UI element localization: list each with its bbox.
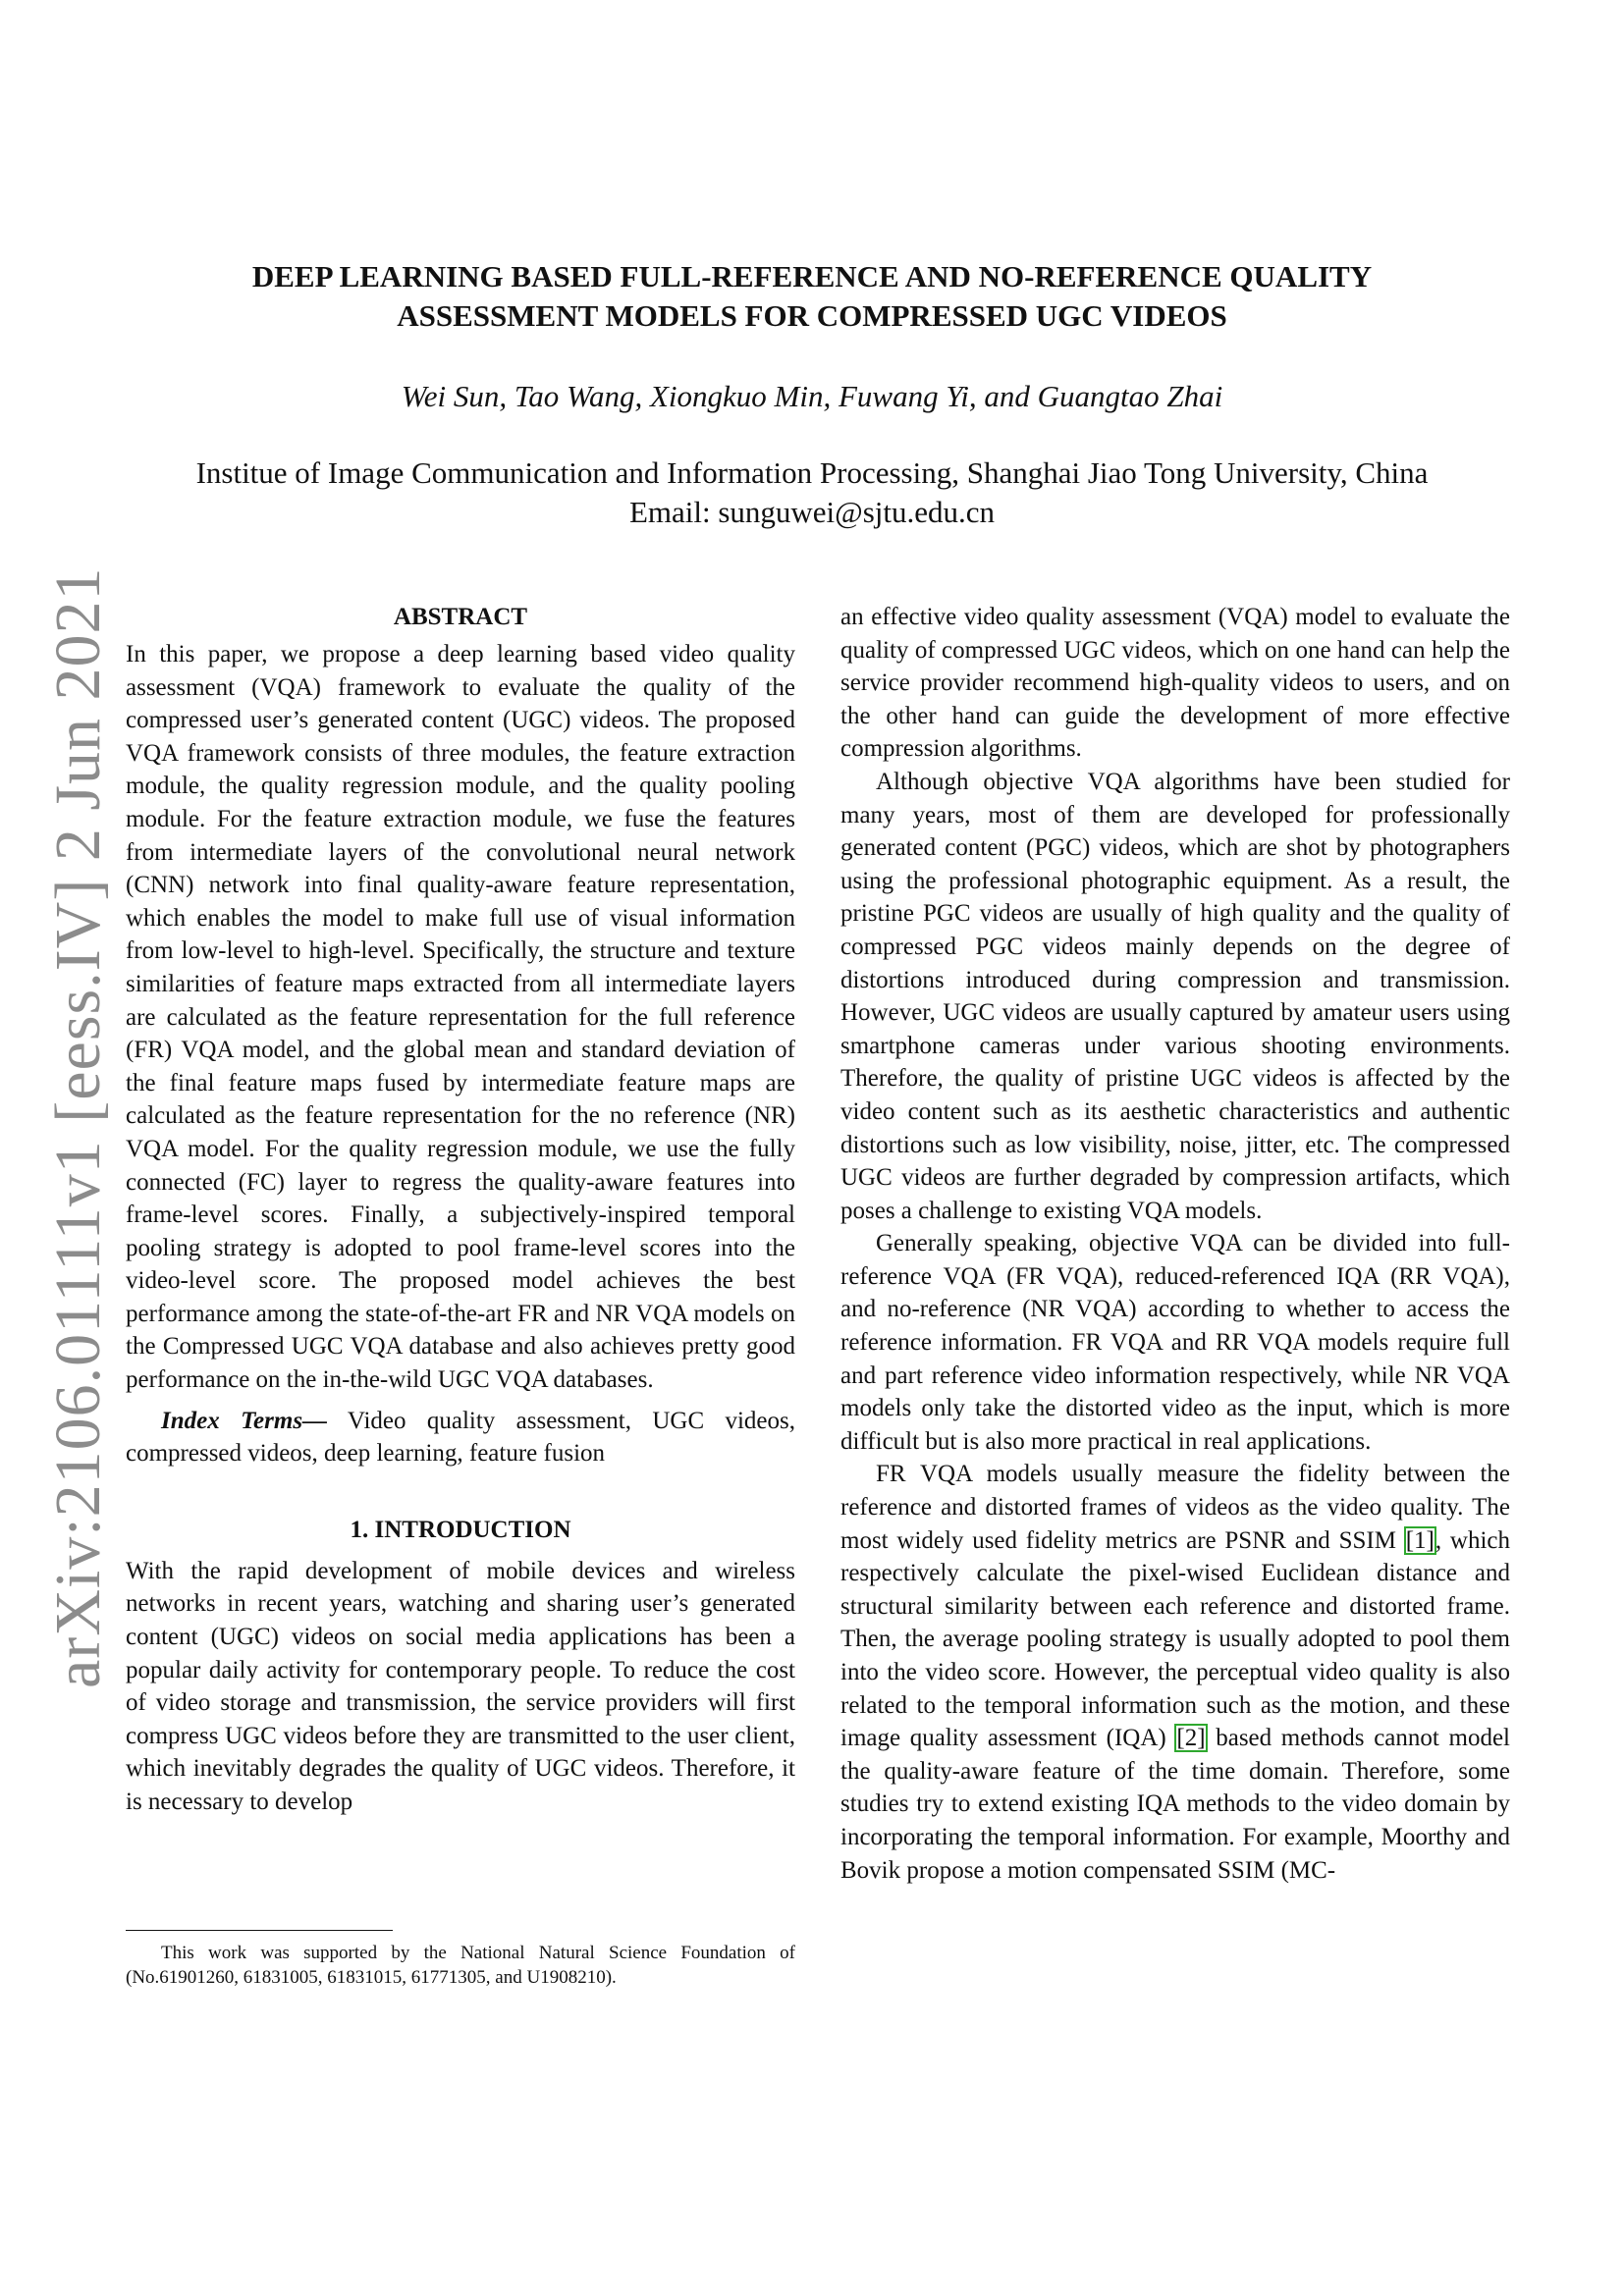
abstract-heading: ABSTRACT bbox=[393, 604, 528, 630]
paragraph-4-text-c: based methods cannot model the quality-aware feature of the time domain. Therefore, some studies try to extend existing IQA methods to the video domain by incorporating the temporal information. For example, Moorthy and Bovik propose a motion compensated SSIM (MC- bbox=[840, 1725, 1510, 1884]
paragraph-4-text-b: , which respectively calculate the pixel-wised Euclidean distance and structural similarity between each reference and distorted frame. Then, the average pooling strategy is usually adopted to pool them into the video score. However, the perceptual video quality is also related to the temporal information such as the motion, and these image quality assessment (IQA) bbox=[840, 1526, 1510, 1752]
introduction-paragraph-3: Generally speaking, objective VQA can be divided into full-reference VQA (FR VQA), reduced-referenced IQA (RR VQA), and no-reference (NR VQA) according to whether to access the reference information. FR VQA and RR VQA models require full and part reference video information respectively, while NR VQA models only take the distorted video as the input, which is more difficult but is also more practical in real applications. bbox=[840, 1230, 1510, 1455]
paper-title-line-1: DEEP LEARNING BASED FULL-REFERENCE AND NO-REFERENCE QUALITY bbox=[251, 259, 1373, 294]
affiliation-institution: Institue of Image Communication and Information Processing, Shanghai Jiao Tong University, China bbox=[195, 455, 1429, 490]
introduction-heading: 1. INTRODUCTION bbox=[350, 1516, 571, 1543]
paper-title bbox=[147, 257, 1477, 336]
footnote-rule bbox=[126, 1930, 393, 1931]
author-list: Wei Sun, Tao Wang, Xiongkuo Min, Fuwang Yi, and Guangtao Zhai bbox=[401, 379, 1223, 413]
index-terms bbox=[126, 1405, 795, 1470]
introduction-paragraph-1-continued: an effective video quality assessment (VQA) model to evaluate the quality of compressed UGC videos, which on one hand can help the service provider recommend high-quality videos to users, and on the other hand can guide the development of more effective compression algorithms. bbox=[840, 604, 1510, 763]
footnote-text: This work was supported by the National Natural Science Foundation of (No.61901260, 61831005, 61831015, 61771305, and U1908210). bbox=[126, 1943, 795, 1988]
paragraph-4-text-a: FR VQA models usually measure the fidelity between the reference and distorted frames of videos as the video quality. The most widely used fidelity metrics are PSNR and SSIM bbox=[840, 1461, 1510, 1554]
introduction-paragraph-2: Although objective VQA algorithms have been studied for many years, most of them are developed for professionally generated content (PGC) videos, which are shot by photographers using the professional photographic equipment. As a result, the pristine PGC videos are usually of high quality and the quality of compressed PGC videos mainly depends on the degree of distortions introduced during compression and transmission. However, UGC videos are usually captured by amateur users using smartphone cameras under various shooting environments. Therefore, the quality of pristine UGC videos is affected by the video content such as its aesthetic characteristics and authentic distortions such as low visibility, noise, jitter, etc. The compressed UGC videos are further degraded by compression artifacts, which poses a challenge to existing VQA models. bbox=[840, 768, 1510, 1224]
citation-link-2[interactable]: [2] bbox=[1176, 1725, 1206, 1752]
abstract-text: In this paper, we propose a deep learning based video quality assessment (VQA) framework to evaluate the quality of the compressed user’s generated content (UGC) videos. The proposed VQA framework consists of three modules, the feature extraction module, the quality regression module, and the quality pooling module. For the feature extraction module, we fuse the features from intermediate layers of the convolutional neural network (CNN) network into final quality-aware feature representation, which enables the model to make full use of visual information from low-level to high-level. Specifically, the structure and texture similarities of feature maps extracted from all intermediate layers are calculated as the feature representation for the full reference (FR) VQA model, and the global mean and standard deviation of the final feature maps fused by intermediate feature maps are calculated as the feature representation for the no reference (NR) VQA model. For the quality regression module, we use the fully connected (FC) layer to regress the quality-aware features into frame-level scores. Finally, a subjectively-inspired temporal pooling strategy is adopted to pool frame-level scores into the video-level score. The proposed model achieves the best performance among the state-of-the-art FR and NR VQA models on the Compressed UGC VQA database and also achieves pretty good performance on the in-the-wild UGC VQA databases. bbox=[126, 641, 795, 1394]
index-terms-text: Video quality assessment, UGC videos, compressed videos, deep learning, feature fusion bbox=[126, 1407, 795, 1468]
affiliation-block bbox=[128, 454, 1496, 532]
left-column bbox=[126, 601, 795, 1819]
affiliation-email: Email: sunguwei@sjtu.edu.cn bbox=[628, 495, 996, 529]
index-terms-label: Index Terms— bbox=[161, 1407, 328, 1434]
arxiv-identifier-stamp: arXiv:2106.01111v1 [eess.IV] 2 Jun 2021 bbox=[42, 566, 114, 1688]
paper-title-line-2: ASSESSMENT MODELS FOR COMPRESSED UGC VIDEOS bbox=[397, 298, 1227, 333]
introduction-paragraph-4 bbox=[840, 1458, 1510, 1887]
right-column bbox=[840, 601, 1510, 1887]
footnote bbox=[126, 1930, 795, 1990]
introduction-paragraph-1: With the rapid development of mobile devices and wireless networks in recent years, watching and sharing user’s generated content (UGC) videos on social media applications has been a popular daily activity for contemporary people. To reduce the cost of video storage and transmission, the service providers will first compress UGC videos before they are transmitted to the user client, which inevitably degrades the quality of UGC videos. Therefore, it is necessary to develop bbox=[126, 1557, 795, 1815]
citation-link-1[interactable]: [1] bbox=[1405, 1526, 1435, 1554]
